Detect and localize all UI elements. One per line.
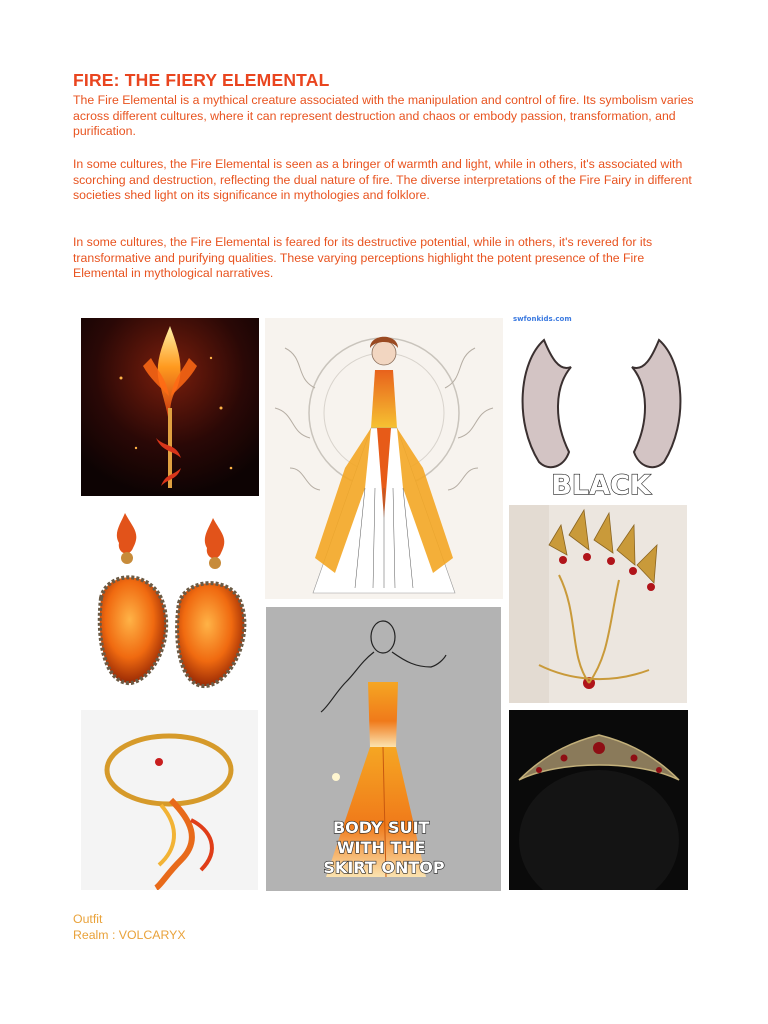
horns-watermark: swfonkids.com (513, 315, 572, 323)
horns-caption: BLACK (551, 470, 651, 500)
outfit-caption-line3: SKIRT ONTOP (323, 858, 445, 877)
ruby-tiara-image (509, 710, 688, 890)
footer-notes (73, 912, 186, 943)
fire-fairy-sketch-image (265, 318, 503, 599)
outfit-gown-image (266, 607, 501, 891)
footer-realm-label: Realm : VOLCARYX (73, 927, 186, 942)
footer-outfit-label: Outfit (73, 912, 103, 926)
paragraph-intro: The Fire Elemental is a mythical creature associated with the manipulation and control of fire. Its symbolism varies across different cultures, where it can represent destruction and chaos or embody passion, transformation, and purification. (73, 93, 694, 139)
fire-spear-image (81, 318, 259, 496)
flame-necklace-image (81, 710, 258, 890)
outfit-caption-line1: BODY SUIT (332, 818, 430, 837)
horns-image (509, 312, 694, 500)
flame-earrings-image (81, 503, 259, 705)
paragraph-revered: In some cultures, the Fire Elemental is feared for its destructive potential, while in others, it's revered for its transformative and purifying qualities. These varying perceptions highlight the potent presence of the Fire Elemental in mythological narratives. (73, 235, 653, 281)
paragraph-warmth: In some cultures, the Fire Elemental is seen as a bringer of warmth and light, while in others, it's associated with scorching and destruction, reflecting the dual nature of fire. The diverse interpretations of the Fire Fairy in different societies shed light on its significance in mythologies and folklore. (73, 157, 692, 203)
outfit-caption-line2: WITH THE (336, 838, 426, 857)
outfit-caption (323, 818, 444, 877)
page-title: FIRE: THE FIERY ELEMENTAL (73, 70, 330, 90)
gold-ruby-crown-image (509, 505, 687, 703)
